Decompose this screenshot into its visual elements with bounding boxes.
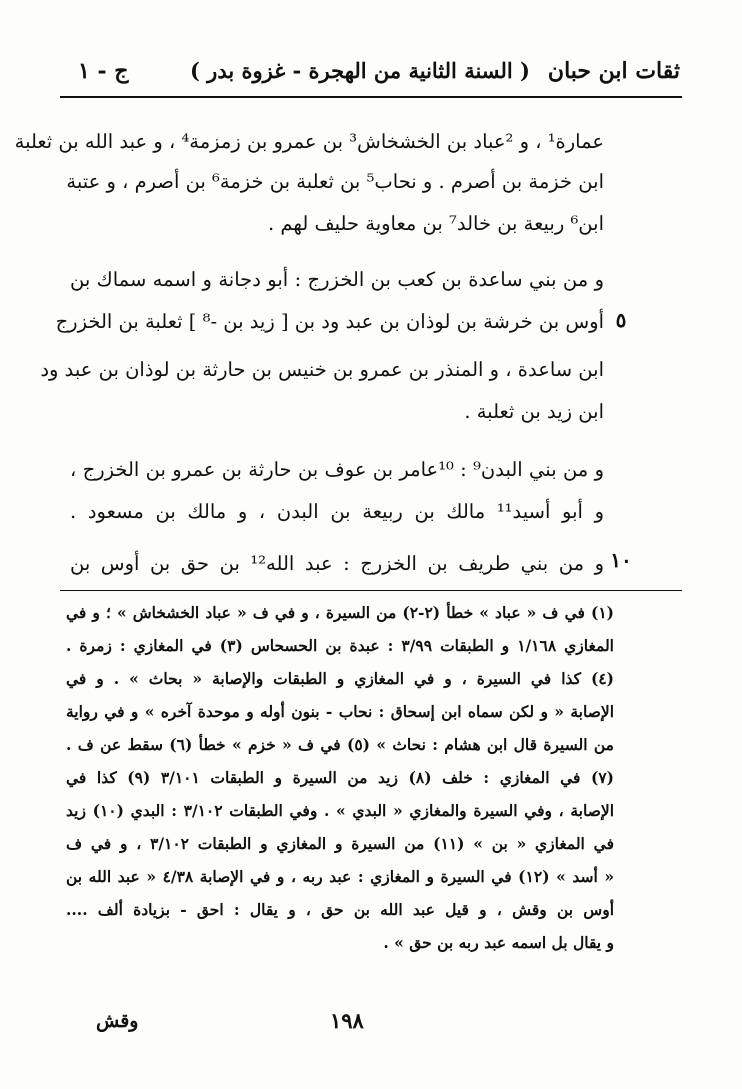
footnote-line: من السيرة قال ابن هشام : نحاث » (٥) في ف « خزم » خطأ (٦) سقط عن ف . <box>66 735 614 754</box>
text-line: ابن⁶ ربيعة بن خالد⁷ بن معاوية حليف لهم . <box>267 212 604 235</box>
footnote-line: (١) في ف « عباد » خطأ (٢-٢) من السيرة ، و في ف « عباد الخشخاش » ؛ و في <box>66 603 614 622</box>
text-line: و من بني البدن⁹ : ¹⁰عامر بن عوف بن حارثة بن عمرو بن الخزرج ، <box>70 458 604 481</box>
footnote-line: الإصابة « و لكن سماه ابن إسحاق : نحاب - بنون أوله و موحدة آخره » و في رواية <box>66 702 614 721</box>
running-header <box>60 48 680 94</box>
book-title: ثقات ابن حبان <box>547 58 680 84</box>
footnote-line: المغازي ١/١٦٨ و الطبقات ٣/٩٩ : عبدة بن الحسحاس (٣) في المغازي : زمرة . <box>66 636 614 655</box>
footnote-line: الإصابة ، وفي السيرة والمغازي « البدي » . وفي الطبقات ٣/١٠٢ : البدي (١٠) زيد <box>66 801 615 820</box>
text-line: ابن ساعدة ، و المنذر بن عمرو بن خنيس بن حارثة بن لوذان بن عبد ود <box>40 358 604 381</box>
page-number: ١٩٨ <box>330 1008 364 1033</box>
text-line: عمارة¹ ، و ²عباد بن الخشخاش³ بن عمرو بن زمزمة⁴ ، و عبد الله بن ثعلبة <box>14 130 604 153</box>
text-line: و من بني ساعدة بن كعب بن الخزرج : أبو دجانة و اسمه سماك بن <box>70 268 604 291</box>
text-line: و من بني طريف بن الخزرج : عبد الله¹² بن حق بن أوس بن <box>70 552 604 575</box>
catchword: وقش <box>96 1010 139 1032</box>
footnote-line: (٤) كذا في السيرة ، و في المغازي و الطبقات والإصابة « بحاث » . و في <box>66 669 614 688</box>
text-line: ابن خزمة بن أصرم . و نحاب⁵ بن ثعلبة بن خزمة⁶ بن أصرم ، و عتبة <box>66 170 604 193</box>
header-rule <box>60 96 682 98</box>
footnote-line: (٧) في المغازي : خلف (٨) زيد من السيرة و الطبقات ٣/١٠١ (٩) كذا في <box>66 768 614 787</box>
text-line: و أبو أسيد¹¹ مالك بن ربيعة بن البدن ، و مالك بن مسعود . <box>70 500 605 523</box>
footnote-line: في المغازي « بن » (١١) من السيرة و المغازي و الطبقات ٣/١٠٢ ، و في ف <box>66 834 614 853</box>
text-line: أوس بن خرشة بن لوذان بن عبد ود بن [ زيد بن -⁸ ] ثعلبة بن الخزرج <box>55 310 604 333</box>
line-number-10: ١٠ <box>610 548 632 572</box>
line-number-5: ٥ <box>615 308 627 332</box>
footnote-line: « أسد » (١٢) في السيرة و المغازي : عبد ربه ، و في الإصابة ٤/٣٨ « عبد الله بن <box>66 867 615 886</box>
footnote-line: و يقال بل اسمه عبد ربه بن حق » . <box>383 933 614 952</box>
text-line: ابن زيد بن ثعلبة . <box>464 400 604 423</box>
section-title: ( السنة الثانية من الهجرة - غزوة بدر ) <box>189 58 530 83</box>
volume-number: ج - ١ <box>78 58 129 84</box>
footnote-line: أوس بن وقش ، و قيل عبد الله بن حق ، و يقال : احق - بزيادة ألف .... <box>66 900 614 919</box>
footnote-rule <box>60 590 682 591</box>
